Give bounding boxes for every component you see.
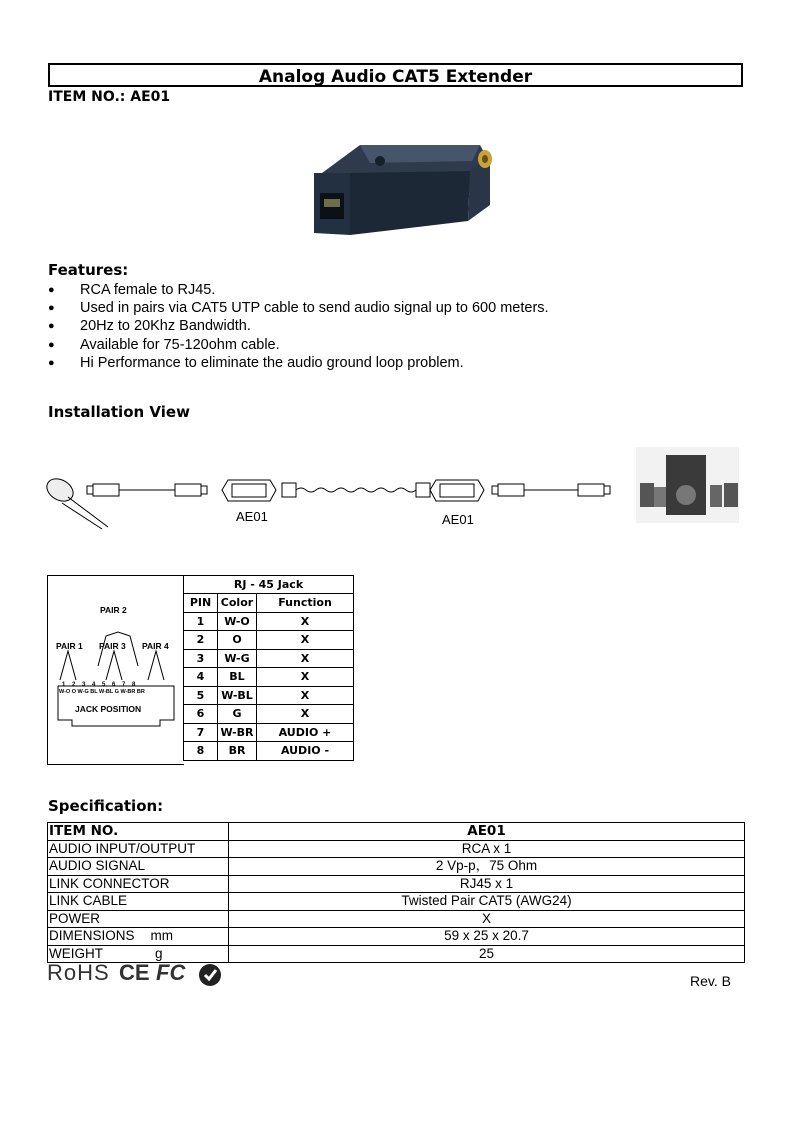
spec-label: AUDIO INPUT/OUTPUT: [48, 840, 229, 858]
function-cell: AUDIO +: [257, 723, 354, 742]
ce-logo: CE: [119, 960, 150, 985]
function-cell: AUDIO -: [257, 742, 354, 761]
table-row: [48, 823, 745, 841]
table-row: [48, 945, 745, 963]
pin-cell: 2: [184, 631, 218, 650]
pin-cell: 3: [184, 649, 218, 668]
pin-cell: 1: [184, 612, 218, 631]
spec-value: RCA x 1: [229, 840, 745, 858]
document-title: Analog Audio CAT5 Extender: [48, 63, 743, 87]
specification-table: [47, 822, 745, 963]
ae01-unit-right: [430, 480, 484, 501]
function-cell: X: [257, 686, 354, 705]
spec-value: Twisted Pair CAT5 (AWG24): [229, 893, 745, 911]
rohs-logo: RoHS: [47, 960, 110, 985]
features-heading: Features:: [48, 261, 129, 279]
table-row: [48, 875, 745, 893]
jack-pin-numbers: 1 2 3 4 5 6 7 8: [62, 682, 136, 688]
ae01-label-right: AE01: [442, 512, 474, 527]
spec-value: 59 x 25 x 20.7: [229, 928, 745, 946]
color-cell: BR: [218, 742, 257, 761]
table-row: [184, 612, 354, 631]
c-tick-logo: [198, 963, 222, 987]
features-list: [48, 281, 549, 372]
list-item: ● Hi Performance to eliminate the audio ground loop problem.: [48, 354, 549, 372]
function-cell: X: [257, 649, 354, 668]
function-cell: X: [257, 668, 354, 687]
table-row: [184, 649, 354, 668]
pin-cell: 5: [184, 686, 218, 705]
table-row: [184, 723, 354, 742]
table-row: [184, 668, 354, 687]
rj45-pin-table: [183, 575, 354, 761]
spec-value: 2 Vp-p，75 Ohm: [229, 858, 745, 876]
product-photo: [300, 123, 495, 261]
function-header: Function: [257, 594, 354, 613]
ae01-unit-left: [222, 480, 276, 501]
color-cell: W-O: [218, 612, 257, 631]
dimensions-label: DIMENSIONS: [49, 928, 135, 944]
jack-position-label: JACK POSITION: [75, 704, 142, 714]
table-row: [184, 742, 354, 761]
color-cell: BL: [218, 668, 257, 687]
pair3-label: PAIR 3: [99, 641, 126, 651]
table-row: [184, 686, 354, 705]
revision-label: Rev. B: [690, 973, 731, 989]
fc-logo: FC: [156, 960, 186, 985]
list-item: ● Used in pairs via CAT5 UTP cable to send audio signal up to 600 meters.: [48, 299, 549, 317]
table-row: [48, 893, 745, 911]
cat5-cable: [282, 483, 436, 497]
dimensions-unit: mm: [150, 928, 174, 944]
spec-label: LINK CONNECTOR: [48, 875, 229, 893]
spec-value: X: [229, 910, 745, 928]
rj45-table-title: RJ - 45 Jack: [184, 576, 354, 594]
spec-label: ITEM NO.: [48, 823, 229, 841]
pair2-label: PAIR 2: [100, 605, 127, 615]
list-item: ● Available for 75-120ohm cable.: [48, 336, 549, 354]
function-cell: X: [257, 612, 354, 631]
spec-label: POWER: [48, 910, 229, 928]
spec-value: AE01: [229, 823, 745, 841]
weight-unit: g: [155, 945, 163, 961]
table-row: [184, 705, 354, 724]
rca-cable-left: [87, 484, 207, 496]
ae01-label-left: AE01: [236, 509, 268, 524]
color-cell: G: [218, 705, 257, 724]
spec-value: RJ45 x 1: [229, 875, 745, 893]
list-item: ● 20Hz to 20Khz Bandwidth.: [48, 317, 549, 335]
table-row: [48, 910, 745, 928]
spec-label: [48, 928, 229, 946]
installation-diagram: [40, 445, 745, 530]
weight-label: WEIGHT: [49, 945, 103, 961]
table-row: [48, 858, 745, 876]
jack-diagram: [47, 575, 184, 765]
jack-pin-colors: W-O O W-G BL W-BL G W-BR BR: [59, 689, 145, 695]
spec-label: LINK CABLE: [48, 893, 229, 911]
spec-label: AUDIO SIGNAL: [48, 858, 229, 876]
table-row: [48, 928, 745, 946]
color-cell: W-BR: [218, 723, 257, 742]
installation-heading: Installation View: [48, 403, 190, 421]
spec-value: 25: [229, 945, 745, 963]
item-number: ITEM NO.: AE01: [48, 89, 171, 105]
color-cell: W-G: [218, 649, 257, 668]
pin-cell: 8: [184, 742, 218, 761]
specification-heading: Specification:: [48, 797, 164, 815]
pin-cell: 7: [184, 723, 218, 742]
speaker-system-icon: [636, 447, 739, 523]
rca-cable-right: [492, 484, 610, 496]
pair1-label: PAIR 1: [56, 641, 83, 651]
pair4-label: PAIR 4: [142, 641, 169, 651]
color-cell: W-BL: [218, 686, 257, 705]
pin-cell: 4: [184, 668, 218, 687]
pin-cell: 6: [184, 705, 218, 724]
table-row: [48, 840, 745, 858]
function-cell: X: [257, 705, 354, 724]
table-row: [184, 631, 354, 650]
list-item: ● RCA female to RJ45.: [48, 281, 549, 299]
function-cell: X: [257, 631, 354, 650]
microphone-icon: [43, 474, 108, 529]
pin-header: PIN: [184, 594, 218, 613]
color-header: Color: [218, 594, 257, 613]
color-cell: O: [218, 631, 257, 650]
